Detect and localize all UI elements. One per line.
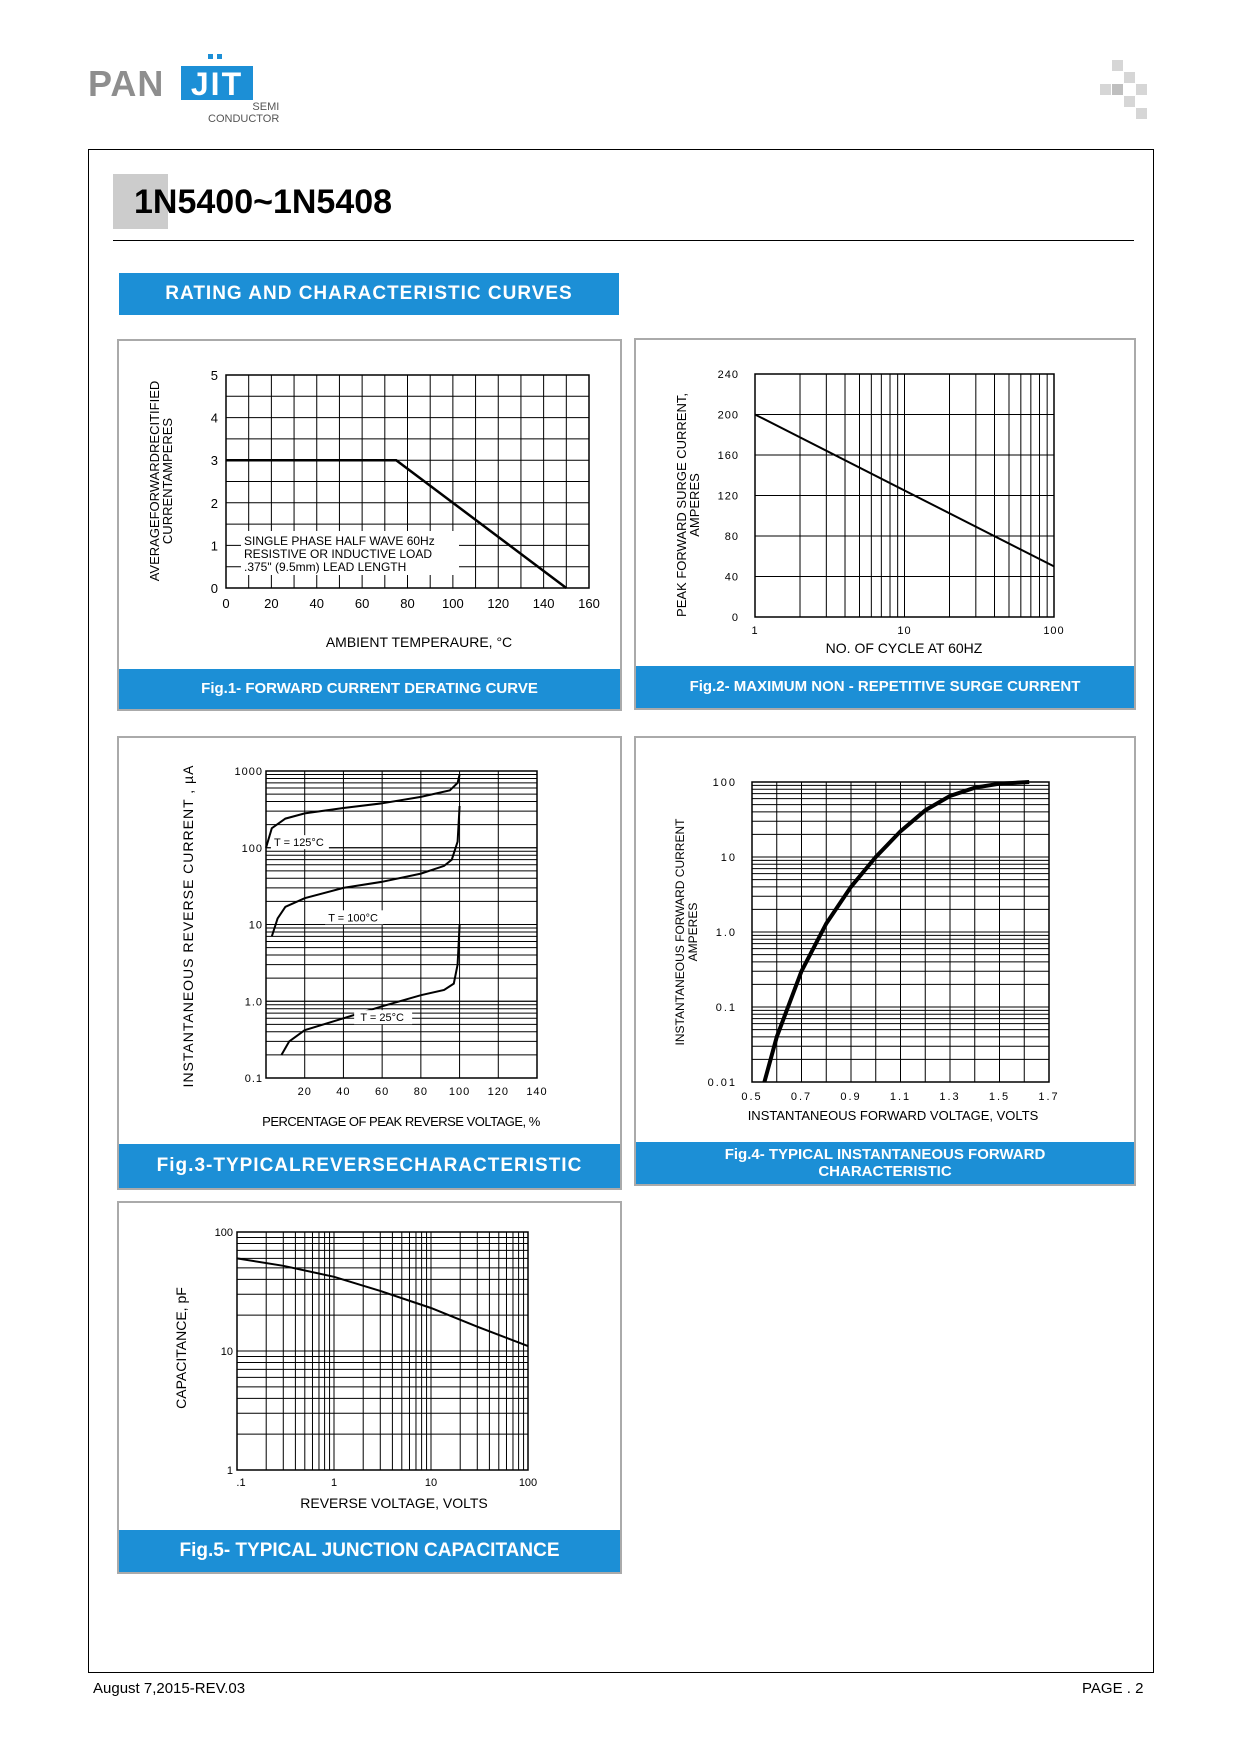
- fig4-xtick-label: 0.7: [790, 1091, 813, 1103]
- fig3-ytick-label: 1.0: [244, 996, 263, 1009]
- footer-page: PAGE . 2: [1082, 1680, 1144, 1697]
- fig3-ytick-label: 100: [241, 842, 263, 855]
- fig4-xtick-label: 0.5: [741, 1091, 763, 1103]
- fig1-xtick-label: 120: [487, 596, 510, 611]
- title-rule: [113, 240, 1134, 241]
- fig3-curve-label: T = 100°C: [328, 912, 378, 925]
- fig5-series-0: [237, 1258, 528, 1346]
- fig5-panel: [117, 1201, 622, 1574]
- fig1-annotation-line: SINGLE PHASE HALF WAVE 60Hz: [244, 534, 435, 548]
- fig1-panel: [117, 339, 622, 711]
- fig3-xlabel: PERCENTAGE OF PEAK REVERSE VOLTAGE, %: [262, 1114, 540, 1129]
- fig2-xtick-label: 10: [897, 625, 912, 637]
- fig4-xtick-label: 0.9: [840, 1091, 862, 1103]
- logo-brand-left: PAN: [88, 63, 165, 104]
- fig5-xtick-label: 10: [424, 1477, 438, 1489]
- fig5-ytick-label: 1: [226, 1465, 233, 1477]
- fig3-xtick-label: 20: [297, 1086, 312, 1098]
- fig1-xtick-label: 140: [532, 596, 555, 611]
- logo-dots: [206, 54, 224, 60]
- fig4-ylabel-line: AMPERES: [686, 902, 700, 962]
- fig3-caption: [119, 1144, 620, 1188]
- fig5-caption: [119, 1530, 620, 1572]
- logo-sub1: SEMI: [252, 101, 280, 113]
- fig5-xlabel: REVERSE VOLTAGE, VOLTS: [300, 1495, 488, 1511]
- fig2-ylabel-line: AMPERES: [687, 473, 702, 537]
- fig2-ytick-label: 40: [724, 571, 739, 584]
- fig1-xtick-label: 80: [400, 596, 415, 611]
- fig4-xtick-label: 1.1: [889, 1091, 912, 1103]
- fig1-ytick-label: 4: [210, 410, 218, 426]
- fig2-ytick-label: 80: [724, 531, 739, 543]
- fig3-curve-label: T = 25°C: [360, 1012, 404, 1025]
- section-heading: RATING AND CHARACTERISTIC CURVES: [119, 273, 619, 315]
- fig1-annotation-line: .375" (9.5mm) LEAD LENGTH: [244, 560, 407, 574]
- fig2-ytick-label: 200: [717, 409, 739, 422]
- fig1-chart: [119, 341, 624, 671]
- fig5-xtick-label: .1: [236, 1477, 246, 1489]
- fig2-caption-text: Fig.2- MAXIMUM NON - REPETITIVE SURGE CURRENT: [689, 678, 1081, 695]
- fig5-ytick-label: 100: [214, 1227, 233, 1239]
- fig1-xtick-label: 100: [442, 596, 464, 611]
- fig4-ytick-label: 0.01: [707, 1077, 737, 1089]
- fig5-xtick-label: 100: [518, 1477, 538, 1489]
- fig4-ytick-label: 1.0: [715, 927, 737, 939]
- fig3-ytick-label: 0.1: [244, 1073, 263, 1085]
- fig3-ytick-label: 10: [248, 919, 263, 932]
- fig3-ylabel-line: INSTANTANEOUS REVERSE CURRENT , µA: [180, 764, 196, 1088]
- page-title: 1N5400~1N5408: [134, 183, 393, 221]
- fig2-xtick-label: 100: [1043, 625, 1065, 637]
- logo-sub2: CONDUCTOR: [208, 113, 280, 125]
- fig4-xtick-label: 1.5: [988, 1091, 1011, 1103]
- fig2-caption: [636, 666, 1134, 708]
- fig3-chart: [119, 738, 624, 1148]
- fig4-chart: [636, 738, 1138, 1148]
- fig4-caption-line2: CHARACTERISTIC: [818, 1163, 952, 1180]
- fig3-series-2: [282, 925, 460, 1055]
- fig5-caption-text: Fig.5- TYPICAL JUNCTION CAPACITANCE: [179, 1540, 560, 1561]
- fig3-caption-text: Fig.3-TYPICALREVERSECHARACTERISTIC: [156, 1155, 583, 1176]
- fig4-caption-line1: Fig.4- TYPICAL INSTANTANEOUS FORWARD: [724, 1146, 1046, 1163]
- fig1-ylabel-line: CURRENTAMPERES: [160, 417, 175, 545]
- fig5-xtick-label: 1: [330, 1477, 338, 1489]
- fig4-xtick-label: 1.7: [1038, 1091, 1060, 1103]
- fig3-ytick-label: 1000: [234, 766, 263, 778]
- fig1-caption: [119, 669, 620, 709]
- fig3-xtick-label: 60: [375, 1086, 390, 1098]
- fig3-curve-label: T = 125°C: [274, 837, 324, 850]
- fig2-ytick-label: 120: [717, 490, 739, 503]
- fig1-xlabel: AMBIENT TEMPERAURE, °C: [325, 634, 513, 650]
- fig1-ytick-label: 5: [210, 368, 218, 383]
- fig1-ytick-label: 0: [210, 581, 218, 596]
- fig2-ytick-label: 160: [717, 450, 739, 462]
- fig1-annotation-line: RESISTIVE OR INDUCTIVE LOAD: [244, 547, 433, 561]
- fig1-caption-text: Fig.1- FORWARD CURRENT DERATING CURVE: [201, 680, 538, 697]
- fig4-xtick-label: 1.3: [939, 1091, 961, 1103]
- fig1-ytick-label: 1: [210, 538, 218, 554]
- company-logo: [88, 60, 280, 132]
- fig2-panel: [634, 338, 1136, 710]
- footer-date: August 7,2015-REV.03: [93, 1680, 246, 1697]
- fig1-xtick-label: 60: [354, 596, 370, 611]
- fig4-panel: [634, 736, 1136, 1186]
- fig5-ylabel-line: CAPACITANCE, pF: [173, 1287, 189, 1409]
- logo-subtitle: [210, 101, 279, 125]
- fig4-ytick-label: 10: [720, 852, 737, 864]
- fig4-ytick-label: 100: [712, 777, 737, 789]
- fig1-xtick-label: 160: [578, 596, 600, 611]
- fig4-ytick-label: 0.1: [715, 1002, 737, 1014]
- fig2-xlabel: NO. OF CYCLE AT 60HZ: [825, 640, 983, 656]
- fig3-xtick-label: 100: [448, 1086, 471, 1098]
- decorative-squares: [1100, 60, 1160, 120]
- fig5-ytick-label: 10: [220, 1346, 233, 1358]
- fig2-ytick-label: 0: [731, 612, 739, 624]
- fig4-ylabel-line: INSTANTANEOUS FORWARD CURRENT: [673, 818, 687, 1046]
- fig1-ytick-label: 2: [210, 495, 218, 511]
- fig1-xtick-label: 20: [264, 596, 279, 611]
- fig1-ytick-label: 3: [210, 453, 218, 469]
- fig2-xtick-label: 1: [751, 625, 759, 637]
- fig3-xtick-label: 140: [526, 1086, 548, 1098]
- fig3-xtick-label: 80: [413, 1086, 428, 1098]
- logo-brand-right: JIT: [181, 66, 253, 100]
- fig2-ytick-label: 240: [717, 369, 739, 381]
- fig1-xtick-label: 40: [309, 596, 324, 611]
- fig4-caption: [636, 1142, 1134, 1184]
- fig2-chart: [636, 340, 1138, 670]
- fig1-xtick-label: 0: [222, 596, 230, 611]
- fig4-xlabel: INSTANTANEOUS FORWARD VOLTAGE, VOLTS: [747, 1108, 1039, 1123]
- fig1-ylabel-line: AVERAGEFORWARDRECITIFIED: [147, 380, 162, 582]
- fig3-panel: [117, 736, 622, 1190]
- fig3-xtick-label: 40: [336, 1086, 351, 1098]
- fig2-ylabel-line: PEAK FORWARD SURGE CURRENT,: [674, 393, 689, 617]
- fig3-xtick-label: 120: [487, 1086, 509, 1098]
- fig5-chart: [119, 1203, 624, 1533]
